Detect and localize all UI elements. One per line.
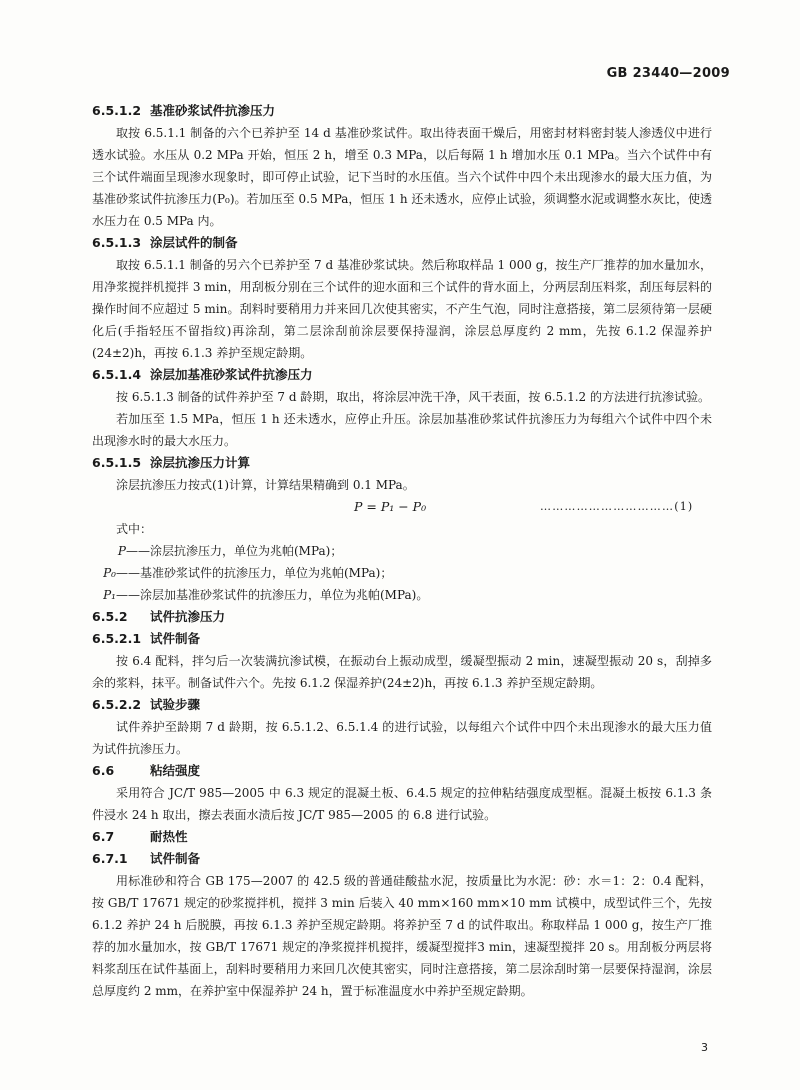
variable-definition: P₁——涂层加基准砂浆试件的抗渗压力，单位为兆帕(MPa)。 [103,588,429,602]
section-heading-6-5-1-5: 6.5.1.5 涂层抗渗压力计算 [92,455,251,470]
section-heading-6-5-1-4: 6.5.1.4 涂层加基准砂浆试件抗渗压力 [92,367,313,382]
where-label: 式中： [116,522,153,536]
document-body [92,100,712,1002]
section-heading-6-5-2: 6.5.2 试件抗渗压力 [92,609,226,624]
standard-number: GB 23440—2009 [606,66,730,81]
paragraph: 涂层抗渗压力按式(1)计算，计算结果精确到 0.1 MPa。 [116,478,415,492]
formula-1 [92,496,712,518]
section-heading-6-5-1-2: 6.5.1.2 基准砂浆试件抗渗压力 [92,103,276,118]
section-heading-6-7-1: 6.7.1 试件制备 [92,851,201,866]
paragraph: 若加压至 1.5 MPa，恒压 1 h 还未透水，应停止升压。涂层加基准砂浆试件抗渗压力为每组六个试件中四个未出现渗水时的最大水压力。 [92,412,712,448]
paragraph: 取按 6.5.1.1 制备的另六个已养护至 7 d 基准砂浆试块。然后称取样品 1 000 g，按生产厂推荐的加水量加水，用净浆搅拌机搅拌 3 min，用刮板分别在三个试件的迎水面和三个试件的背水面上，分两层刮压料浆，刮压每层料的操作时间不应超过 5 min。刮料时要稍用力并来回几次使其密实，不产生气泡，同时注意搭接，第二层须待第一层硬化后(手指轻压不留指纹)再涂刮，第二层涂刮前涂层要保持湿润，涂层总厚度约 2 mm，先按 6.1.2 保湿养护(24±2)h，再按 6.1.3 养护至规定龄期。 [92,258,712,360]
section-heading-6-5-2-2: 6.5.2.2 试验步骤 [92,697,201,712]
paragraph: 试件养护至龄期 7 d 龄期，按 6.5.1.2、6.5.1.4 的进行试验，以每组六个试件中四个未出现渗水的最大压力值为试件抗渗压力。 [92,720,712,756]
paragraph: 用标准砂和符合 GB 175—2007 的 42.5 级的普通硅酸盐水泥，按质量比为水泥：砂：水＝1：2：0.4 配料，按 GB/T 17671 规定的砂浆搅拌机，搅拌 3 min 后装入 40 mm×160 mm×10 mm 试模中，成型试件三个，先按 6.1.2 养护 24 h 后脱膜，再按 6.1.3 养护至规定龄期。将养护至 7 d 的试件取出。称取样品 1 000 g，按生产厂推荐的加水量加水，按 GB/T 17671 规定的净浆搅拌机搅拌，缓凝型搅拌3 min，速凝型搅拌 20 s。用刮板分两层将料浆刮压在试件基面上，刮料时要稍用力来回几次使其密实，同时注意搭接，第二层涂刮时第一层要保持湿润，涂层总厚度约 2 mm，在养护室中保湿养护 24 h，置于标准温度水中养护至规定龄期。 [92,874,712,998]
paragraph: 取按 6.5.1.1 制备的六个已养护至 14 d 基准砂浆试件。取出待表面干燥后，用密封材料密封装人渗透仪中进行透水试验。水压从 0.2 MPa 开始，恒压 2 h，增至 0.3 MPa，以后每隔 1 h 增加水压 0.1 MPa。当六个试件中有三个试件端面呈现渗水现象时，即可停止试验，记下当时的水压值。当六个试件中四个未出现渗水的最大压力值，为基准砂浆试件抗渗压力(P₀)。若加压至 0.5 MPa，恒压 1 h 还未透水，应停止试验，须调整水泥或调整水灰比，使透水压力在 0.5 MPa 内。 [92,126,712,228]
page-number: 3 [701,1041,708,1054]
paragraph: 按 6.4 配料，拌匀后一次装满抗渗试模，在振动台上振动成型，缓凝型振动 2 min，速凝型振动 20 s，刮掉多余的浆料，抹平。制备试件六个。先按 6.1.2 保湿养护(24±2)h，再按 6.1.3 养护至规定龄期。 [92,654,712,690]
variable-definition: P₀——基准砂浆试件的抗渗压力，单位为兆帕(MPa)； [103,566,393,580]
paragraph: 按 6.5.1.3 制备的试件养护至 7 d 龄期，取出，将涂层冲洗干净，风干表面，按 6.5.1.2 的方法进行抗渗试验。 [116,390,710,404]
variable-definition: P——涂层抗渗压力，单位为兆帕(MPa)； [117,544,343,558]
section-heading-6-7: 6.7 耐热性 [92,829,188,844]
formula-expression: P = P₁ − P₀ [354,499,427,514]
section-heading-6-5-2-1: 6.5.2.1 试件制备 [92,631,201,646]
formula-number: ……………………………(1) [540,500,694,513]
section-heading-6-5-1-3: 6.5.1.3 涂层试件的制备 [92,235,238,250]
paragraph: 采用符合 JC/T 985—2005 中 6.3 规定的混凝土板、6.4.5 规定的拉伸粘结强度成型框。混凝土板按 6.1.3 条件浸水 24 h 取出，擦去表面水渍后按 JC/T 985—2005 的 6.8 进行试验。 [92,786,712,822]
section-heading-6-6: 6.6 粘结强度 [92,763,201,778]
